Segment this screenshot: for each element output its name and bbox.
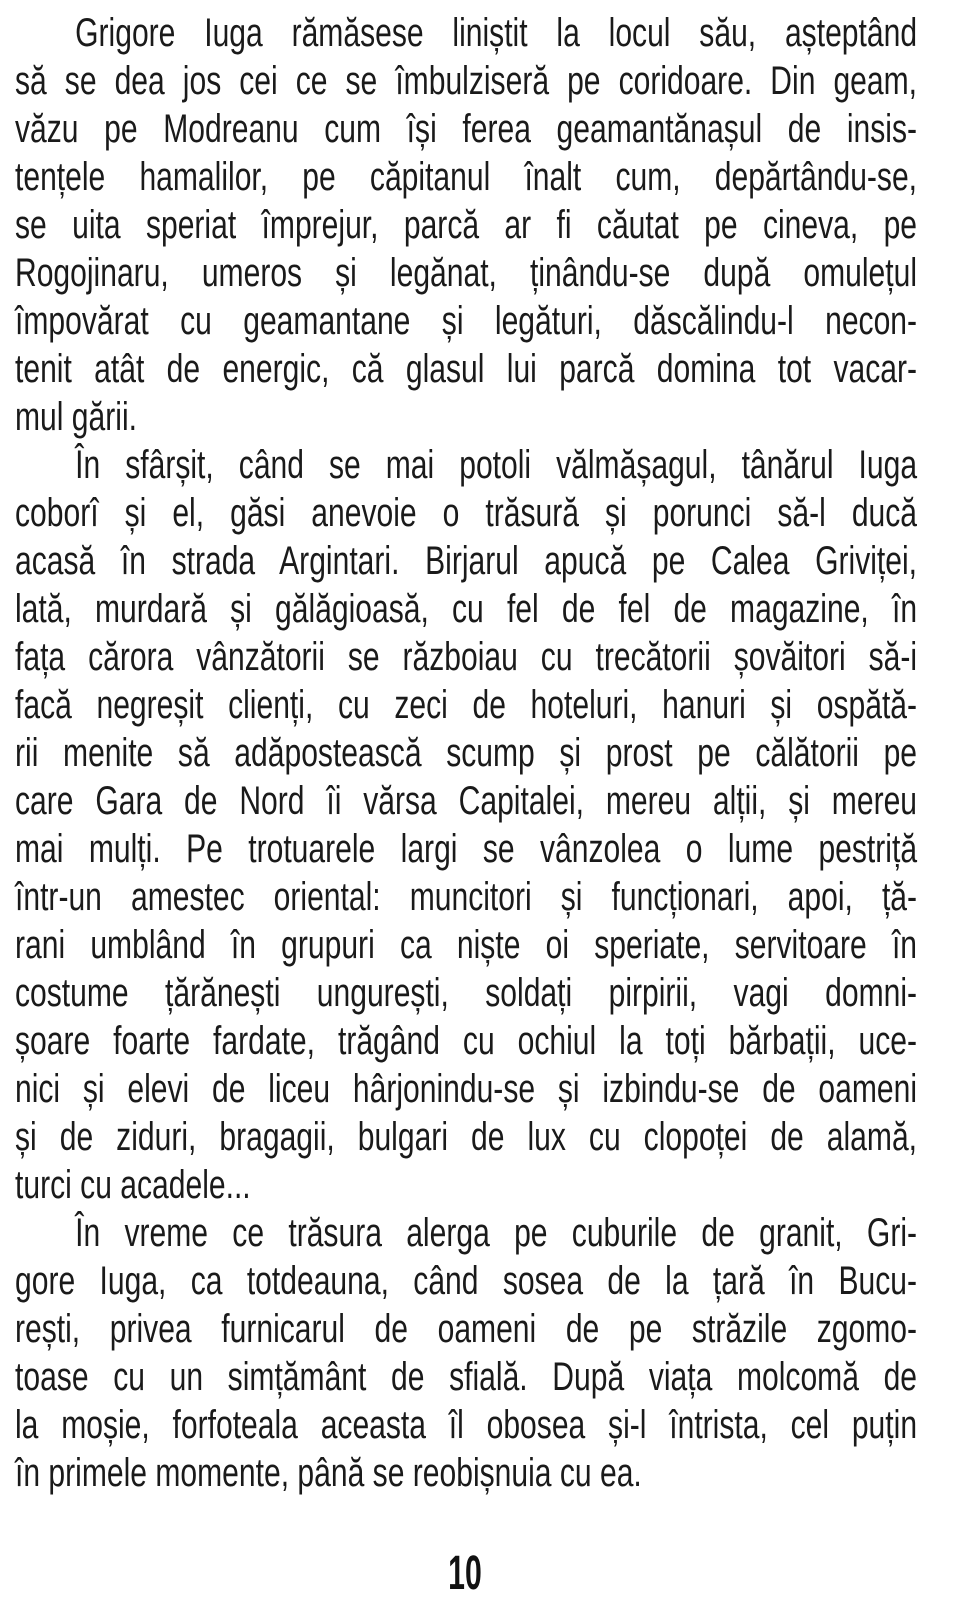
text-line: la moșie, forfoteala aceasta îl obosea și-l întrista, cel puțin — [15, 1403, 918, 1447]
text-line: care Gara de Nord îi vărsa Capitalei, mereu alții, și mereu — [15, 779, 918, 823]
text-line: împovărat cu geamantane și legături, dăscălindu-l necon- — [15, 299, 918, 343]
text-line: mul gării. — [15, 395, 137, 439]
text-line: în primele momente, până se reobișnuia cu ea. — [15, 1451, 642, 1495]
paragraph — [15, 441, 917, 1209]
text-line: rii menite să adăpostească scump și prost pe călătorii pe — [15, 731, 918, 775]
text-line: coborî și el, găsi anevoie o trăsură și porunci să-l ducă — [15, 491, 918, 535]
text-line: mai mulți. Pe trotuarele largi se vânzolea o lume pestriță — [15, 827, 918, 871]
text-line: Rogojinaru, umeros și legănat, ținându-se după omulețul — [15, 251, 918, 295]
text-line: lată, murdară și gălăgioasă, cu fel de fel de magazine, în — [15, 587, 918, 631]
text-line: să se dea jos cei ce se îmbulziseră pe coridoare. Din geam, — [15, 59, 918, 103]
text-line: nici și elevi de liceu hârjonindu-se și izbindu-se de oameni — [15, 1067, 918, 1111]
text-line: toase cu un simțământ de sfială. După viața molcomă de — [15, 1355, 918, 1399]
text-line: costume țărănești ungurești, soldați pirpirii, vagi domni- — [15, 971, 918, 1015]
text-line: În vreme ce trăsura alerga pe cuburile de granit, Gri- — [75, 1211, 918, 1255]
text-line: turci cu acadele... — [15, 1163, 251, 1207]
page-text — [15, 9, 917, 1497]
text-line: rani umblând în grupuri ca niște oi speriate, servitoare în — [15, 923, 918, 967]
text-line: tenit atât de energic, că glasul lui parcă domina tot vacar- — [15, 347, 918, 391]
text-line: și de ziduri, bragagii, bulgari de lux cu clopoței de alamă, — [15, 1115, 918, 1159]
paragraph — [15, 1209, 917, 1497]
text-line: șoare foarte fardate, trăgând cu ochiul la toți bărbații, uce- — [15, 1019, 918, 1063]
paragraph — [15, 9, 917, 441]
text-line: Grigore Iuga rămăsese liniștit la locul său, așteptând — [75, 11, 918, 55]
text-line: într-un amestec oriental: muncitori și funcționari, apoi, ță- — [15, 875, 918, 919]
text-line: văzu pe Modreanu cum își ferea geamantănașul de insis- — [15, 107, 918, 151]
text-line: facă negreșit clienți, cu zeci de hoteluri, hanuri și ospătă- — [15, 683, 918, 727]
text-line: tențele hamalilor, pe căpitanul înalt cum, depărtându-se, — [15, 155, 918, 199]
text-line: rești, privea furnicarul de oameni de pe străzile zgomo- — [15, 1307, 918, 1351]
text-line: gore Iuga, ca totdeauna, când sosea de la țară în Bucu- — [15, 1259, 918, 1303]
text-line: acasă în strada Argintari. Birjarul apucă pe Calea Griviței, — [15, 539, 918, 583]
page-number: 10 — [448, 1547, 482, 1600]
text-line: se uita speriat împrejur, parcă ar fi căutat pe cineva, pe — [15, 203, 918, 247]
text-line: fața cărora vânzătorii se războiau cu trecătorii șovăitori să-i — [15, 635, 918, 679]
text-line: În sfârșit, când se mai potoli vălmășagul, tânărul Iuga — [75, 443, 918, 487]
